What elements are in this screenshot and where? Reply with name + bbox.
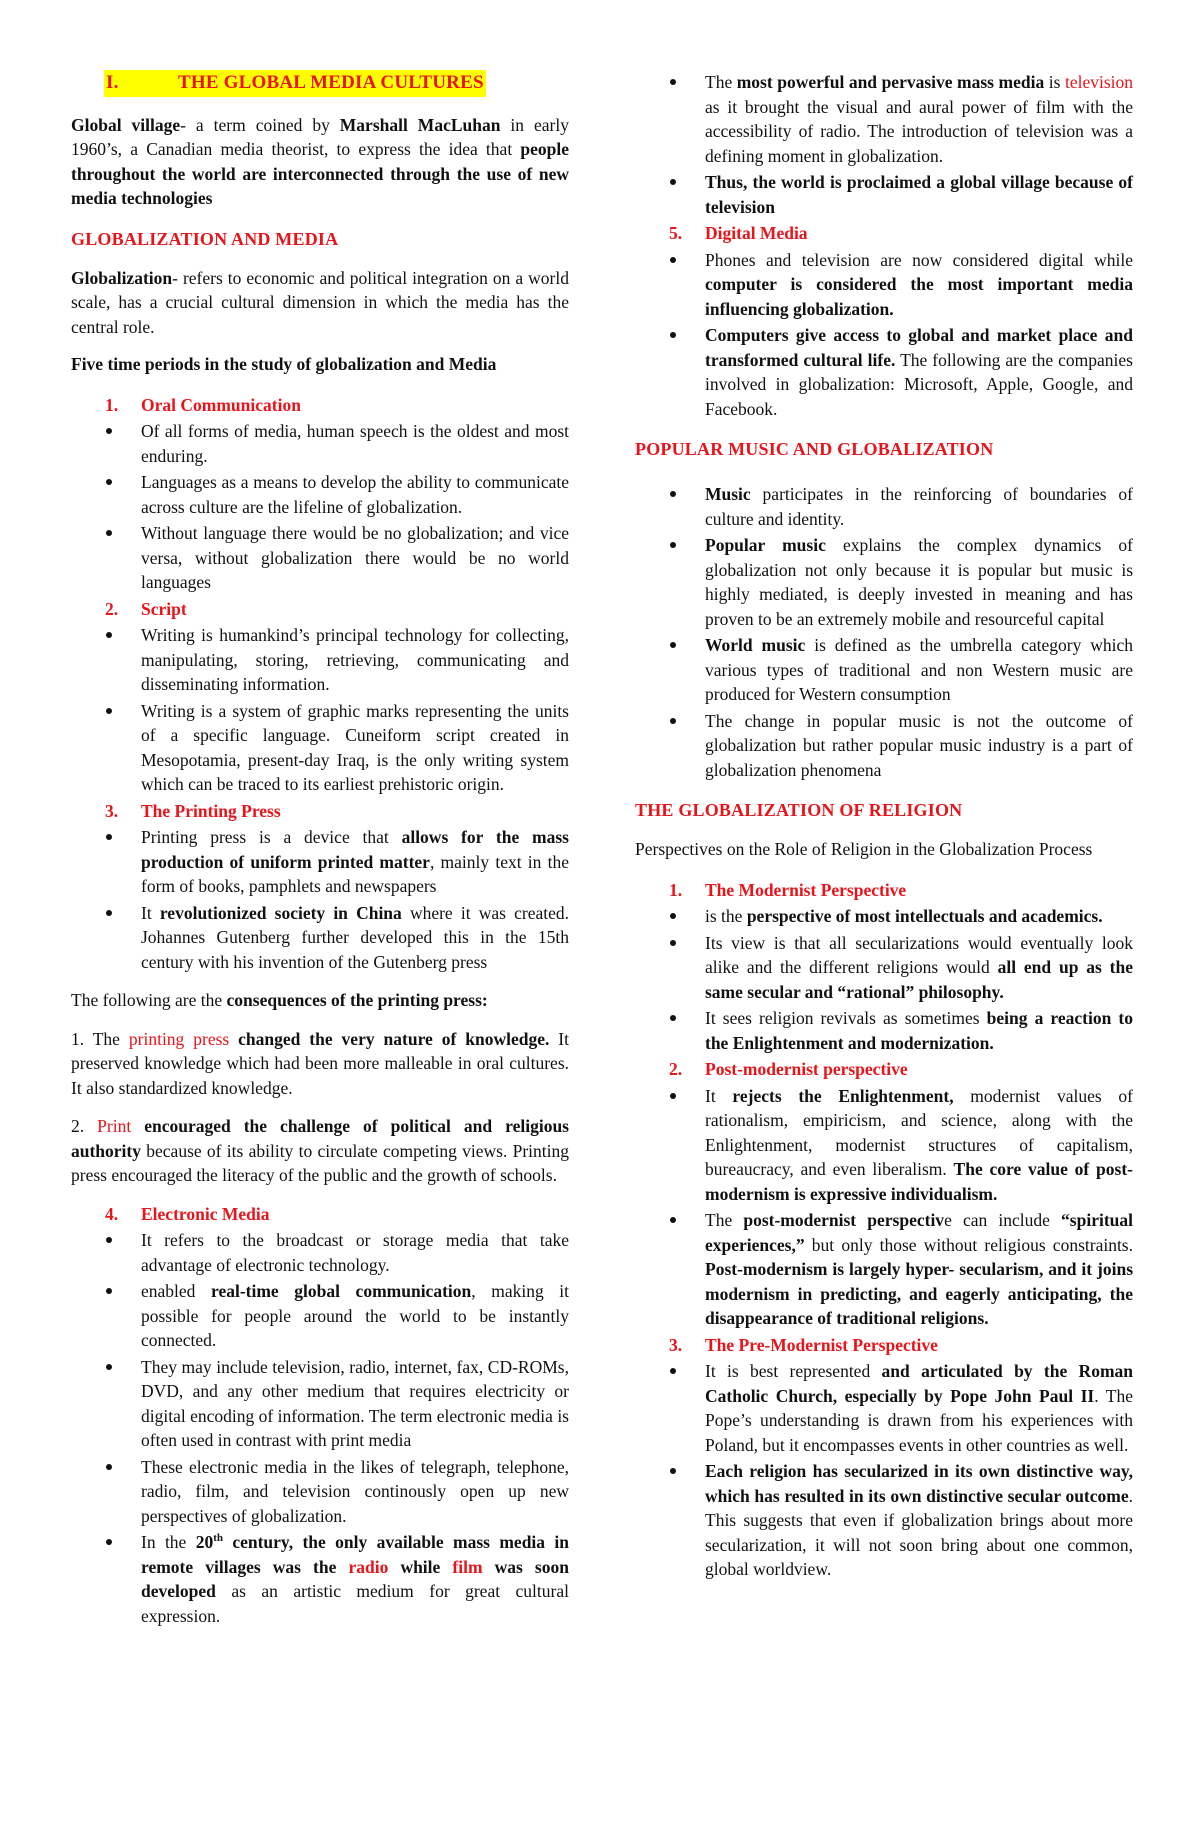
title-number: I.	[106, 72, 119, 93]
heading-number: 5.	[669, 223, 683, 243]
bullet-item: They may include television, radio, internet, fax, CD-ROMs, DVD, and any other medium that requires electricity or digital encoding of information. The term electronic media is often used in contrast with print media	[71, 1355, 569, 1453]
bullet-item	[635, 170, 1133, 219]
text-run: , mainly text in the form of books, pamphlets and newspapers	[141, 851, 570, 897]
heading-number: 2.	[105, 598, 119, 619]
bullet-item	[635, 533, 1133, 631]
bullet-item	[71, 1279, 569, 1353]
bullet-item	[635, 1459, 1133, 1582]
bullet-item	[635, 482, 1133, 531]
superscript: th	[213, 1532, 223, 1545]
section-heading-globalization: GLOBALIZATION AND MEDIA	[71, 228, 339, 249]
text-run-bold: changed the very nature of knowledge.	[229, 1028, 550, 1049]
numbered-heading-modernist	[635, 878, 1133, 903]
text-run: modernist values of rationalism, empiricism, and science, along with the Enlightenment, modernist structures of capitalism, bureaucracy, and even liberalism.	[705, 1085, 1133, 1180]
text-run: but only those without religious constraints.	[804, 1234, 1133, 1255]
bullet-item: It refers to the broadcast or storage media that take advantage of electronic technology.	[71, 1228, 569, 1277]
title-text: THE GLOBAL MEDIA CULTURES	[178, 72, 484, 93]
bullet-item	[635, 1359, 1133, 1457]
text-run-bold: computer is considered the most important media influencing globalization.	[705, 274, 1133, 319]
text-run: Its view is that all secularizations would eventually look alike and the different religions would	[705, 932, 1133, 978]
perspectives-intro: Perspectives on the Role of Religion in the Globalization Process	[635, 839, 1093, 860]
text-run-bold: 20	[195, 1532, 214, 1553]
bullet-item	[635, 931, 1133, 1005]
text-run-bold: all end up as the same secular and “rational” philosophy.	[705, 957, 1133, 1002]
text-run-bold: Thus, the world is proclaimed a global village because of television	[705, 172, 1133, 217]
text-run-red: film	[452, 1556, 483, 1577]
text-run-bold: being a reaction to the Enlightenment and modernization.	[705, 1008, 1133, 1053]
text-run-bold: allows for the mass production of uniform printed matter	[141, 827, 569, 872]
bullet-item: The change in popular music is not the outcome of globalization but rather popular music industry is a part of globalization phenomena	[635, 709, 1133, 783]
text-run-bold: real-time global communication	[211, 1281, 472, 1302]
text-run-bold: Each religion has secularized in its own distinctive way, which has resulted in its own distinctive secular outcome	[705, 1461, 1133, 1506]
text-run-bold: perspective of most intellectuals and academics.	[746, 906, 1103, 927]
bullet-item: Languages as a means to develop the ability to communicate across culture are the lifeline of globalization.	[71, 470, 569, 519]
text-run: is the	[705, 906, 747, 927]
script-bullets	[71, 623, 569, 797]
text-run: It	[141, 902, 160, 923]
heading-title: The Pre-Modernist Perspective	[705, 1334, 938, 1355]
consequence-2	[71, 1114, 569, 1188]
text-run: as it brought the visual and aural power of film with the accessibility of radio. The introduction of television was a defining moment in globalization.	[705, 96, 1133, 166]
text-run: It	[705, 1085, 733, 1106]
globalization-paragraph	[71, 266, 569, 340]
text-run-bold: Computers give access to global and market place and transformed cultural life.	[705, 325, 1133, 370]
digital-media-bullets	[635, 248, 1133, 422]
text-run: It sees religion revivals as sometimes	[705, 1008, 987, 1029]
heading-number: 3.	[669, 1334, 683, 1355]
text-run: Phones and television are now considered digital while	[705, 249, 1133, 270]
five-periods-text: Five time periods in the study of globalization and Media	[71, 354, 497, 375]
text-run: The following are the	[71, 990, 227, 1011]
bullet-item	[635, 1208, 1133, 1331]
text-run-bold: and articulated by the Roman Catholic Church, especially by Pope John Paul II	[705, 1361, 1134, 1406]
bullet-item	[635, 633, 1133, 707]
text-run: e can include	[944, 1210, 1062, 1231]
text-run-bold: World music	[705, 635, 806, 656]
heading-number: 4.	[105, 1203, 119, 1224]
text-run: participates in the reinforcing of boundaries of culture and identity.	[705, 484, 1133, 529]
bullet-item: Of all forms of media, human speech is the oldest and most enduring.	[71, 419, 569, 468]
heading-number: 1.	[669, 879, 683, 900]
heading-title: Oral Communication	[141, 394, 301, 415]
text-run-bold: “spiritual experiences,”	[705, 1210, 1134, 1255]
text-run: It preserved knowledge which had been more malleable in oral cultures. It also standardized knowledge.	[71, 1028, 569, 1098]
bullet-item	[635, 70, 1133, 168]
heading-title: The Modernist Perspective	[705, 879, 907, 900]
numbered-heading-printing-press	[71, 799, 569, 824]
text-run: because of its ability to circulate competing views. Printing press encouraged the literacy of the public and the growth of schools.	[71, 1140, 569, 1186]
television-bullets	[635, 70, 1133, 219]
text-run-bold: Popular music	[705, 535, 826, 556]
bullet-item: Without language there would be no globalization; and vice versa, without globalization there would be no world languages	[71, 521, 569, 595]
text-run-bold: revolutionized society in China	[159, 902, 402, 923]
macluhan-name: Marshall MacLuhan	[339, 114, 501, 135]
globalization-term: Globalization	[71, 267, 173, 288]
text-run-bold: post-modernist perspectiv	[743, 1210, 945, 1231]
globalization-text: - refers to economic and political integration on a world scale, has a crucial cultural dimension in which the media has the central role.	[71, 267, 569, 337]
text-run: enabled	[141, 1281, 211, 1302]
bullet-item: These electronic media in the likes of telegraph, telephone, radio, film, and television continously open up new perspectives of globalization.	[71, 1455, 569, 1529]
oral-bullets	[71, 419, 569, 595]
consequences-intro	[71, 988, 569, 1013]
numbered-heading-digital-media	[635, 221, 1133, 246]
intro-bold: people throughout the world are interconnected through the use of new media technologies	[71, 139, 569, 209]
section-heading-music: POPULAR MUSIC AND GLOBALIZATION	[635, 439, 994, 459]
text-run-bold: Post-modernism is largely hyper- secularism, and it joins modernism in predicting, and eagerly anticipating, the disappearance of traditional religions.	[705, 1259, 1133, 1329]
text-run: In the	[141, 1532, 196, 1553]
bullet-item	[635, 248, 1133, 322]
heading-title: The Printing Press	[141, 800, 281, 821]
numbered-heading-oral	[71, 393, 569, 418]
title-highlight	[104, 70, 486, 97]
bullet-item: Writing is humankind’s principal technology for collecting, manipulating, storing, retrieving, communicating and disseminating information.	[71, 623, 569, 697]
text-run: is	[1044, 72, 1065, 92]
text-run: 1. The	[71, 1028, 129, 1049]
numbered-heading-post-modernist	[635, 1057, 1133, 1082]
heading-number: 1.	[105, 394, 119, 415]
document-title	[71, 70, 569, 97]
music-bullets	[635, 482, 1133, 782]
printing-press-bullets	[71, 825, 569, 974]
text-run-bold: The core value of post-modernism is expressive individualism.	[705, 1159, 1133, 1204]
text-run-bold: rejects the Enlightenment,	[732, 1085, 954, 1106]
text-run-bold: encouraged the challenge of political and religious authority	[71, 1116, 569, 1161]
text-run: as an artistic medium for great cultural expression.	[141, 1581, 569, 1626]
intro-text-2: in early 1960’s, a Canadian media theorist, to express the idea that	[71, 114, 569, 160]
text-run-bold: consequences of the printing press:	[226, 990, 488, 1011]
bullet-item	[71, 825, 569, 899]
heading-title: Electronic Media	[141, 1203, 270, 1224]
text-run-bold: most powerful and pervasive mass media	[736, 72, 1045, 92]
right-column	[635, 70, 1133, 1584]
section-heading-religion: THE GLOBALIZATION OF RELIGION	[635, 800, 963, 821]
text-run-bold: Music	[705, 484, 751, 505]
post-modernist-bullets	[635, 1084, 1133, 1331]
numbered-heading-electronic-media	[71, 1202, 569, 1227]
global-village-term: Global village	[71, 114, 181, 135]
text-run: where it was created. Johannes Gutenberg further developed this in the 15th century with his invention of the Gutenberg press	[141, 902, 569, 972]
bullet-item	[635, 1084, 1133, 1207]
text-run: It is best represented	[705, 1361, 882, 1382]
text-run-bold: while	[388, 1556, 453, 1577]
modernist-bullets	[635, 904, 1133, 1055]
text-run-bold: century, the only available mass media in remote villages was the	[141, 1532, 569, 1577]
text-run: . This suggests that even if globalization brings about more secularization, it will not soon bring about one common, global worldview.	[705, 1485, 1133, 1580]
heading-title: Digital Media	[705, 223, 808, 243]
numbered-heading-pre-modernist	[635, 1333, 1133, 1358]
text-run: explains the complex dynamics of globalization not only because it is popular but music is highly mediated, is deeply invested in meaning and has proven to be an extremely mobile and resourceful capital	[705, 535, 1134, 629]
numbered-heading-script	[71, 597, 569, 622]
text-run: Printing press is a device that	[141, 827, 402, 848]
consequence-1	[71, 1027, 569, 1101]
left-column	[71, 70, 569, 1630]
heading-title: Post-modernist perspective	[705, 1059, 908, 1080]
text-run-red: radio	[348, 1556, 389, 1577]
bullet-item	[71, 901, 569, 975]
heading-number: 3.	[105, 800, 119, 821]
bullet-item	[635, 904, 1133, 929]
bullet-item	[635, 323, 1133, 421]
bullet-item	[635, 1006, 1133, 1055]
text-run: is defined as the umbrella category which various types of traditional and non Western music are produced for Western consumption	[705, 635, 1133, 705]
text-run: 2.	[71, 1116, 98, 1137]
text-run: The	[705, 1210, 744, 1231]
text-run: , making it possible for people around the world to be instantly connected.	[141, 1281, 569, 1351]
intro-text-1: - a term coined by	[180, 114, 340, 135]
text-run-bold: was soon developed	[141, 1556, 569, 1602]
text-run-red: television	[1064, 72, 1133, 92]
bullet-item	[71, 1530, 569, 1628]
bullet-item: Writing is a system of graphic marks representing the units of a specific language. Cuneiform script created in Mesopotamia, present-day Iraq, is the only writing system which can be traced to its earliest prehistoric origin.	[71, 699, 569, 797]
global-village-paragraph	[71, 113, 569, 211]
heading-number: 2.	[669, 1059, 683, 1080]
text-run: The	[705, 72, 737, 92]
pre-modernist-bullets	[635, 1359, 1133, 1582]
text-run-red: Print	[97, 1116, 132, 1137]
heading-title: Script	[141, 598, 187, 619]
text-run: . The Pope’s understanding is drawn from his experiences with Poland, but it encompasses events in other countries as well.	[705, 1385, 1133, 1455]
text-run: The following are the companies involved in globalization: Microsoft, Apple, Google, and Facebook.	[705, 349, 1133, 419]
five-periods-heading	[71, 352, 569, 377]
text-run-red: printing press	[128, 1028, 230, 1049]
electronic-media-bullets	[71, 1228, 569, 1628]
